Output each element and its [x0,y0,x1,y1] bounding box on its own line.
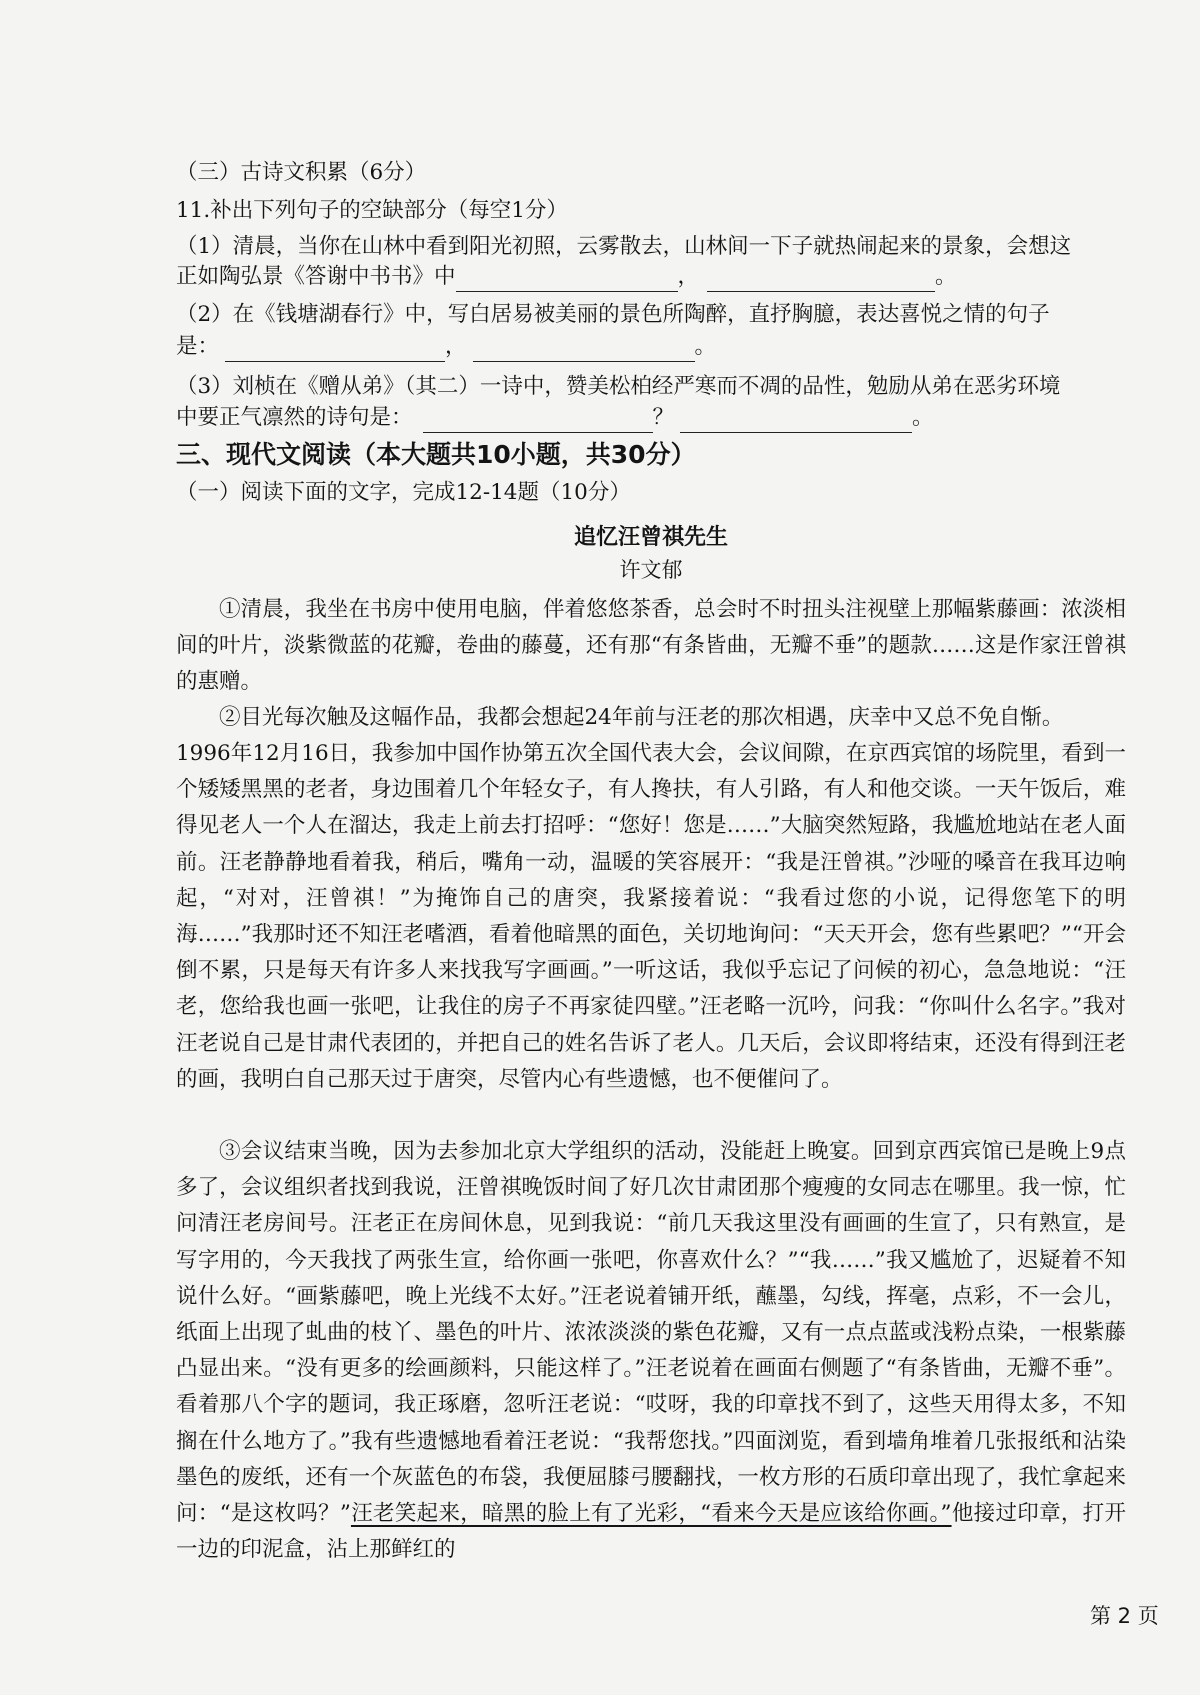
answer-blank[interactable] [473,335,695,362]
article-title: 追忆汪曾祺先生 [573,525,728,550]
item-3-end: 。 [912,405,934,430]
question-11-item-3-line-2 [176,403,1126,433]
answer-blank[interactable] [456,265,678,292]
answer-blank[interactable] [225,335,445,362]
paragraph-3-text: ③会议结束当晚，因为去参加北京大学组织的活动，没能赶上晚宴。回到京西宾馆已是晚上9点多了，会议组织者找到我说，汪曾祺晚饭时间了好几次甘肃团那个瘦瘦的女同志在哪里。我一惊，忙问清汪老房间号。汪老正在房间休息，见到我说：“前几天我这里没有画画的生宣了，只有熟宣，是写字用的，今天我找了两张生宣，给你画一张吧，你喜欢什么？”“我……”我又尴尬了，迟疑着不知说什么好。“画紫藤吧，晚上光线不太好。”汪老说着铺开纸，蘸墨，勾线，挥毫，点彩，不一会儿，纸面上出现了虬曲的枝丫、墨色的叶片、浓浓淡淡的紫色花瓣，又有一点点蓝或浅粉点染，一根紫藤凸显出来。“没有更多的绘画颜料，只能这样了。”汪老说着在画面右侧题了“有条皆曲，无瓣不垂”。看着那八个字的题词，我正琢磨，忽听汪老说：“哎呀，我的印章找不到了，这些天用得太多，不知搁在什么地方了。”我有些遗憾地看着汪老说：“我帮您找。”四面浏览，看到墙角堆着几张报纸和沾染墨色的废纸，还有一个灰蓝色的布袋，我便屈膝弓腰翻找，一枚方形的石质印章出现了，我忙拿起来问：“是这枚吗？” [176,1139,1126,1527]
item-3-separator: ？ [652,405,675,430]
question-11-item-2-line-2 [176,332,1126,362]
subsection-1-heading: （一）阅读下面的文字，完成12-14题（10分） [176,480,631,505]
part-3-heading: 三、现代文阅读（本大题共10小题，共30分） [176,440,696,469]
page-number: 第 2 页 [1090,1604,1159,1628]
question-11-stem: 11.补出下列句子的空缺部分（每空1分） [176,198,568,223]
article-author: 许文郁 [619,558,683,582]
question-11-item-3-line-1: （3）刘桢在《赠从弟》（其二）一诗中，赞美松柏经严寒而不凋的品性，勉励从弟在恶劣环境 [176,374,1061,399]
item-1-separator: ， [677,264,700,289]
article-paragraph-2-first-line: ②目光每次触及这幅作品，我都会想起24年前与汪老的那次相遇，庆幸中又总不免自惭。 [219,705,1064,730]
answer-blank[interactable] [423,406,653,433]
item-2-end: 。 [694,334,717,359]
article-paragraph-3 [176,1134,1126,1568]
question-11-item-1-line-2 [176,262,1126,292]
underlined-sentence: 汪老笑起来，暗黑的脸上有了光彩，“看来今天是应该给你画。” [350,1501,952,1527]
paragraph-3-tail: 他接过印章，打开一边的印泥盒，沾上那鲜红的 [176,1501,1126,1563]
article-paragraph-2: 1996年12月16日，我参加中国作协第五次全国代表大会，会议间隙，在京西宾馆的场院里，看到一个矮矮黑黑的老者，身边围着几个年轻女子，有人搀扶，有人引路，有人和他交谈。一天午饭后，难得见老人一个人在溜达，我走上前去打招呼：“您好！您是……”大脑突然短路，我尴尬地站在老人面前。汪老静静地看着我，稍后，嘴角一动，温暖的笑容展开：“我是汪曾祺。”沙哑的嗓音在我耳边响起，“对对，汪曾祺！”为掩饰自己的唐突，我紧接着说：“我看过您的小说，记得您笔下的明海……”我那时还不知汪老嗜酒，看着他暗黑的面色，关切地询问：“天天开会，您有些累吧？”“开会倒不累，只是每天有许多人来找我写字画画。”一听这话，我似乎忘记了问候的初心，急急地说：“汪老，您给我也画一张吧，让我住的房子不再家徒四壁。”汪老略一沉吟，问我：“你叫什么名字。”我对汪老说自己是甘肃代表团的，并把自己的姓名告诉了老人。几天后，会议即将结束，还没有得到汪老的画，我明白自己那天过于唐突，尽管内心有些遗憾，也不便催问了。 [176,741,1126,1092]
answer-blank[interactable] [707,265,935,292]
section-title-ancient-poetry: （三）古诗文积累（6分） [176,160,427,185]
item-1-prefix: 正如陶弘景《答谢中书书》中 [176,264,456,289]
item-2-prefix: 是： [176,334,220,359]
item-1-end: 。 [935,264,957,289]
article-paragraph-1: ①清晨，我坐在书房中使用电脑，伴着悠悠茶香，总会时不时扭头注视壁上那幅紫藤画：浓淡相间的叶片，淡紫微蓝的花瓣，卷曲的藤蔓，还有那“有条皆曲，无瓣不垂”的题款……这是作家汪曾祺的惠赠。 [176,597,1126,695]
question-11-item-1-line-1: （1）清晨，当你在山林中看到阳光初照，云雾散去，山林间一下子就热闹起来的景象，会想这 [176,234,1072,259]
item-3-prefix: 中要正气凛然的诗句是： [176,405,413,430]
question-11-item-2-line-1: （2）在《钱塘湖春行》中，写白居易被美丽的景色所陶醉，直抒胸臆，表达喜悦之情的句子 [176,302,1050,327]
answer-blank[interactable] [680,406,912,433]
item-2-separator: ， [445,334,467,359]
